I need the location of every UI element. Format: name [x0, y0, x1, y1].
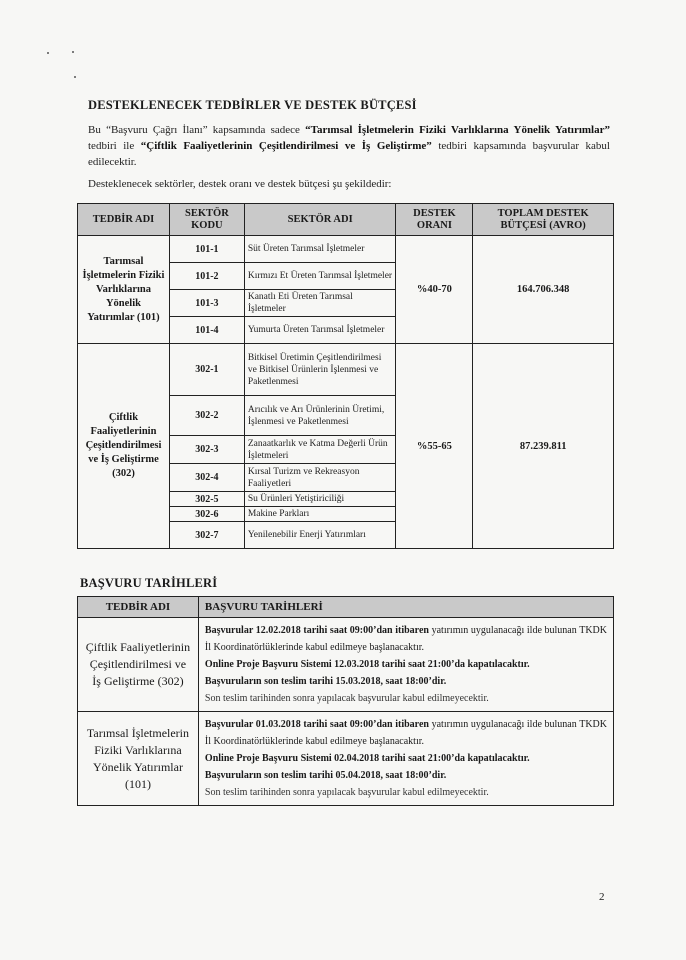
- sector-name: Makine Parkları: [244, 507, 396, 522]
- dates-line-2: Online Proje Başvuru Sistemi 02.04.2018 tarihi saat 21:00’da kapatılacaktır.: [204, 753, 530, 764]
- dates-line-2: Online Proje Başvuru Sistemi 12.03.2018 tarihi saat 21:00’da kapatılacaktır.: [204, 659, 530, 670]
- support-table-header: [78, 204, 614, 236]
- sector-name: Yenilenebilir Enerji Yatırımları: [244, 522, 396, 549]
- table-row: [78, 618, 614, 712]
- dates-line-1: Başvurular 01.03.2018 tarihi saat 09:00’dan itibaren yatırımın uygulanacağı ilde bulunan TKDK İl Koordinatörlüklerinde kabul edilmeye başlanacaktır.: [204, 719, 607, 747]
- sector-name: Zanaatkarlık ve Katma Değerli Ürün İşletmeleri: [244, 436, 396, 464]
- dates-cell: [198, 618, 613, 712]
- sector-code: 302-5: [169, 492, 244, 507]
- table-row: [78, 344, 614, 396]
- sector-code: 302-4: [169, 464, 244, 492]
- tedbir-cell: Çiftlik Faaliyetlerinin Çeşitlendirilmesi ve İş Geliştirme (302): [78, 344, 170, 549]
- support-rate: %55-65: [396, 344, 473, 549]
- dates-cell: [198, 712, 613, 806]
- support-table: [77, 203, 614, 549]
- sector-name: Kırsal Turizm ve Rekreasyon Faaliyetleri: [244, 464, 396, 492]
- scan-speck: [74, 76, 76, 78]
- tedbir-cell: Tarımsal İşletmelerin Fiziki Varlıklarına Yönelik Yatırımlar (101): [78, 712, 199, 806]
- dates-line-3: Başvuruların son teslim tarihi 15.03.2018, saat 18:00’dir.: [204, 676, 447, 687]
- sector-name: Süt Üreten Tarımsal İşletmeler: [244, 236, 396, 263]
- sector-name: Kanatlı Eti Üreten Tarımsal İşletmeler: [244, 290, 396, 317]
- dates-line-3: Başvuruların son teslim tarihi 05.04.2018, saat 18:00’dir.: [204, 770, 447, 781]
- header-sektor-kodu: SEKTÖR KODU: [169, 204, 244, 236]
- sector-code: 101-1: [169, 236, 244, 263]
- sector-name: Yumurta Üreten Tarımsal İşletmeler: [244, 317, 396, 344]
- sector-name: Bitkisel Üretimin Çeşitlendirilmesi ve Bitkisel Ürünlerin İşlenmesi ve Paketlenmesi: [244, 344, 396, 396]
- sector-code: 302-1: [169, 344, 244, 396]
- sector-name: Su Ürünleri Yetiştiriciliği: [244, 492, 396, 507]
- tedbir-cell: Tarımsal İşletmelerin Fiziki Varlıklarına Yönelik Yatırımlar (101): [78, 236, 170, 344]
- page-number: 2: [599, 891, 605, 903]
- header-sektor-adi: SEKTÖR ADI: [244, 204, 396, 236]
- scan-speck: [72, 51, 74, 53]
- header-basvuru-tarihleri: BAŞVURU TARİHLERİ: [198, 597, 613, 618]
- support-rate: %40-70: [396, 236, 473, 344]
- intro-line-2: Desteklenecek sektörler, destek oranı ve destek bütçesi şu şekildedir:: [88, 178, 392, 190]
- header-toplam-butce: TOPLAM DESTEK BÜTÇESİ (AVRO): [473, 204, 614, 236]
- section-title-support: DESTEKLENECEK TEDBİRLER VE DESTEK BÜTÇESİ: [88, 98, 417, 112]
- tedbir-cell: Çiftlik Faaliyetlerinin Çeşitlendirilmesi ve İş Geliştirme (302): [78, 618, 199, 712]
- header-destek-orani: DESTEK ORANI: [396, 204, 473, 236]
- dates-line-1: Başvurular 12.02.2018 tarihi saat 09:00’dan itibaren yatırımın uygulanacağı ilde bulunan TKDK İl Koordinatörlüklerinde kabul edilmeye başlanacaktır.: [204, 625, 607, 653]
- sector-code: 302-6: [169, 507, 244, 522]
- sector-code: 101-3: [169, 290, 244, 317]
- table-row: [78, 236, 614, 263]
- table-row: [78, 712, 614, 806]
- sector-code: 302-2: [169, 396, 244, 436]
- sector-name: Arıcılık ve Arı Ürünlerinin Üretimi, İşlenmesi ve Paketlenmesi: [244, 396, 396, 436]
- application-dates-table: [77, 596, 614, 806]
- support-budget: 87.239.811: [473, 344, 614, 549]
- sector-code: 101-2: [169, 263, 244, 290]
- dates-line-4: Son teslim tarihinden sonra yapılacak başvurular kabul edilmeyecektir.: [204, 787, 489, 798]
- sector-name: Kırmızı Et Üreten Tarımsal İşletmeler: [244, 263, 396, 290]
- header-tedbir: TEDBİR ADI: [78, 204, 170, 236]
- scan-speck: [47, 52, 49, 54]
- section-title-dates: BAŞVURU TARİHLERİ: [80, 576, 218, 590]
- dates-table-header: [78, 597, 614, 618]
- support-budget: 164.706.348: [473, 236, 614, 344]
- sector-code: 302-7: [169, 522, 244, 549]
- header-tedbir: TEDBİR ADI: [78, 597, 199, 618]
- sector-code: 302-3: [169, 436, 244, 464]
- intro-paragraph: Bu “Başvuru Çağrı İlanı” kapsamında sadece “Tarımsal İşletmelerin Fiziki Varlıklarına Yönelik Yatırımlar” tedbiri ile “Çiftlik Faaliyetlerinin Çeşitlendirilmesi ve İş Geliştirme” tedbiri kapsamında başvurular kabul edilecektir.: [88, 124, 610, 168]
- dates-line-4: Son teslim tarihinden sonra yapılacak başvurular kabul edilmeyecektir.: [204, 693, 489, 704]
- sector-code: 101-4: [169, 317, 244, 344]
